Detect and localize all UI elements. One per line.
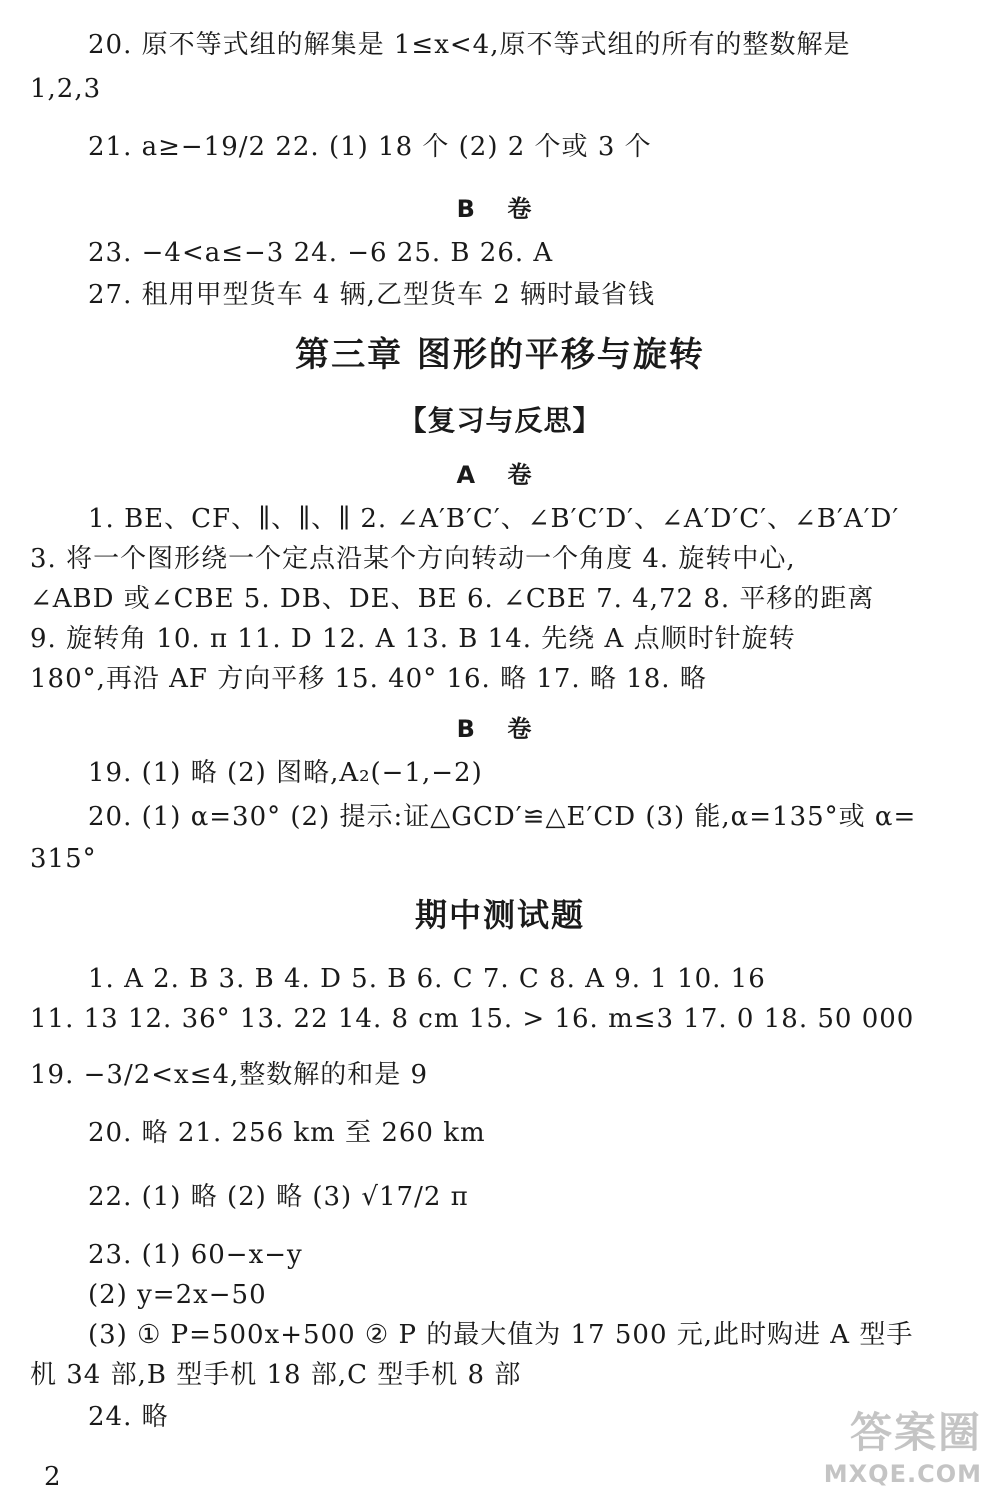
- section-heading: B 卷: [456, 715, 544, 743]
- text-line: (3) ① P=500x+500 ② P 的最大值为 17 500 元,此时购进 A 型手: [88, 1320, 914, 1350]
- text-line: ∠ABD 或∠CBE 5. DB、DE、BE 6. ∠CBE 7. 4,72 8. 平移的距离: [30, 584, 875, 614]
- text-line: 20. 略 21. 256 km 至 260 km: [88, 1118, 486, 1148]
- text-line: 3. 将一个图形绕一个定点沿某个方向转动一个角度 4. 旋转中心,: [30, 544, 796, 574]
- text-line: 21. a≥−19/2 22. (1) 18 个 (2) 2 个或 3 个: [88, 132, 652, 162]
- section-heading: B 卷: [456, 195, 544, 223]
- section-heading: A 卷: [456, 461, 544, 489]
- watermark-logo: 答案圈: [849, 1408, 982, 1457]
- text-line: 11. 13 12. 36° 13. 22 14. 8 cm 15. > 16. m≤3 17. 0 18. 50 000: [30, 1004, 915, 1034]
- watermark-url: MXQE.COM: [823, 1460, 982, 1488]
- review-heading: 【复习与反思】: [398, 404, 602, 437]
- text-line: 27. 租用甲型货车 4 辆,乙型货车 2 辆时最省钱: [88, 280, 656, 310]
- text-line: 1. BE、CF、∥、∥、∥ 2. ∠A′B′C′、∠B′C′D′、∠A′D′C′、∠B′A′D′: [88, 504, 900, 534]
- text-line: 24. 略: [88, 1402, 169, 1432]
- text-line: 19. −3/2<x≤4,整数解的和是 9: [30, 1060, 429, 1090]
- text-line: 180°,再沿 AF 方向平移 15. 40° 16. 略 17. 略 18. 略: [30, 664, 707, 694]
- watermark: [782, 1400, 982, 1488]
- text-line: 9. 旋转角 10. π 11. D 12. A 13. B 14. 先绕 A 点顺时针旋转: [30, 624, 796, 654]
- text-line: 机 34 部,B 型手机 18 部,C 型手机 8 部: [30, 1360, 522, 1390]
- page-number: 2: [44, 1462, 61, 1492]
- text-line: 19. (1) 略 (2) 图略,A₂(−1,−2): [88, 758, 483, 788]
- text-line: 20. (1) α=30° (2) 提示:证△GCD′≌△E′CD (3) 能,α=135°或 α=: [88, 802, 917, 832]
- text-line: 20. 原不等式组的解集是 1≤x<4,原不等式组的所有的整数解是: [88, 30, 851, 60]
- text-line: 23. (1) 60−x−y: [88, 1240, 303, 1270]
- text-line: 1. A 2. B 3. B 4. D 5. B 6. C 7. C 8. A 9. 1 10. 16: [88, 964, 766, 994]
- text-line: (2) y=2x−50: [88, 1280, 267, 1310]
- chapter-title: 第三章 图形的平移与旋转: [295, 335, 705, 375]
- exam-title: 期中测试题: [414, 896, 585, 934]
- text-line: 1,2,3: [30, 74, 102, 104]
- text-line: 315°: [30, 844, 97, 874]
- text-line: 22. (1) 略 (2) 略 (3) √17/2 π: [88, 1182, 469, 1212]
- text-line: 23. −4<a≤−3 24. −6 25. B 26. A: [88, 238, 554, 268]
